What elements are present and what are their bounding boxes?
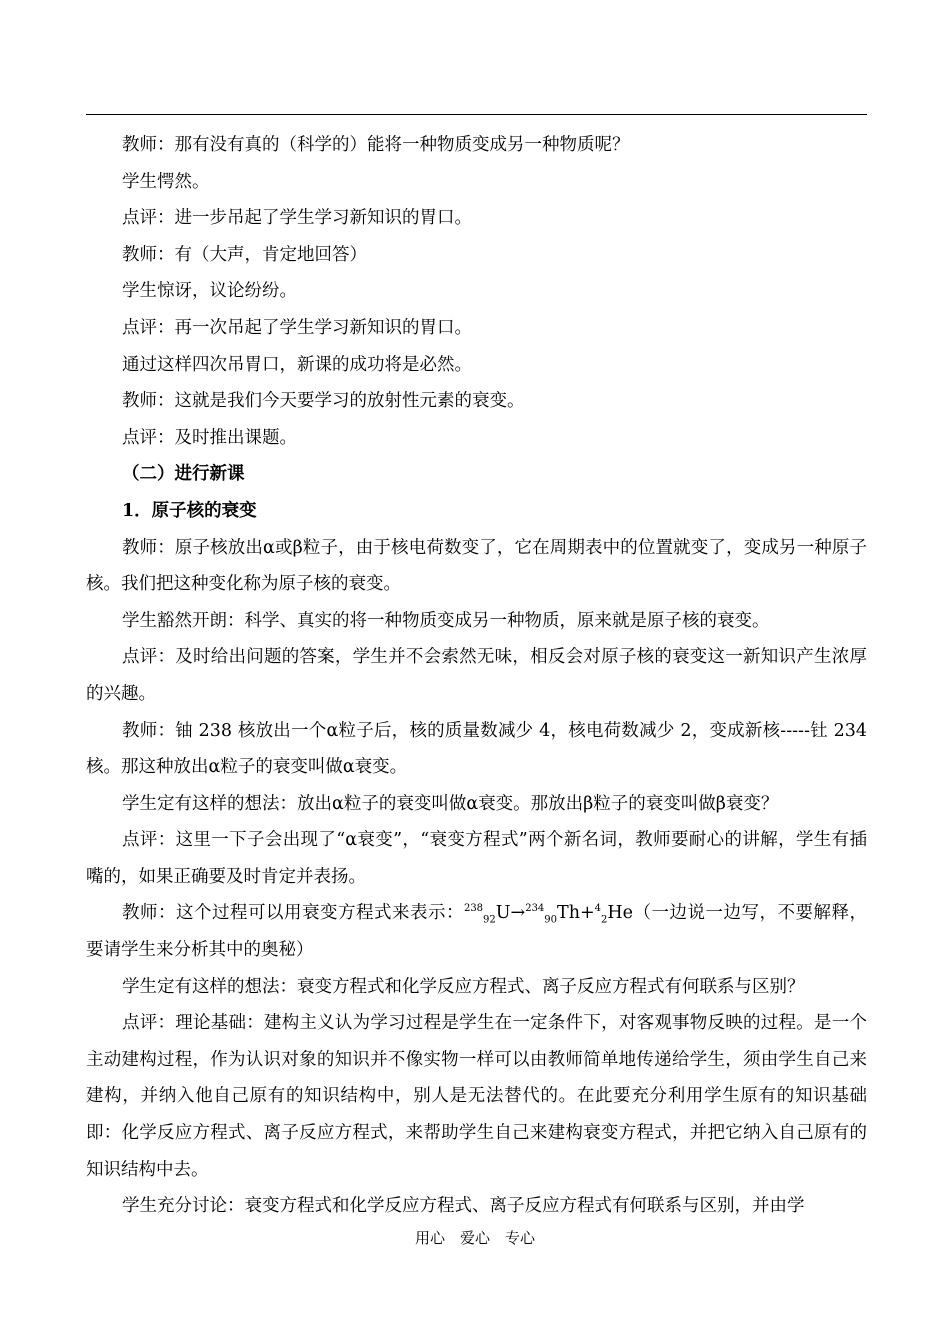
th-mass-number: 234 <box>525 903 545 915</box>
paragraph: 学生豁然开朗：科学、真实的将一种物质变成另一种物质，原来就是原子核的衰变。 <box>122 610 770 631</box>
paragraph: 学生定有这样的想法：衰变方程式和化学反应方程式、离子反应方程式有何联系与区别？ <box>122 976 805 997</box>
paragraph: 点评：理论基础：建构主义认为学习过程是学生在一定条件下，对客观事物反映的过程。是一个主动建构过程，作为认识对象的知识并不像实物一样可以由教师简单地传递给学生，须由学生自己来建构，并纳入他自己原有的知识结构中，别人是无法替代的。在此要充分利用学生原有的知识基础即：化学反应方程式、离子反应方程式，来帮助学生自己来建构衰变方程式，并把它纳入自己原有的知识结构中去。 <box>86 1013 867 1180</box>
paragraph-group-before <box>86 127 867 895</box>
document-body <box>86 127 867 1225</box>
paragraph: 学生惊讶，议论纷纷。 <box>122 281 297 302</box>
section-heading: 1．原子核的衰变 <box>122 500 257 521</box>
he-mass-number: 4 <box>594 903 602 915</box>
paragraph: 点评：进一步吊起了学生学习新知识的胃口。 <box>122 208 472 229</box>
paragraph: 教师：原子核放出α或β粒子，由于核电荷数变了，它在周期表中的位置就变了，变成另一种原子核。我们把这种变化称为原子核的衰变。 <box>86 537 867 595</box>
paragraph: 学生愕然。 <box>122 171 210 192</box>
equation-suffix: （一边说一边写，不要解释，要请学生来分析其中的奥秘） <box>86 903 867 961</box>
page-footer: 用心 爱心 专心 <box>414 1229 535 1247</box>
equation-prefix: 教师：这个过程可以用衰变方程式来表示： <box>122 903 464 924</box>
plus-sign: + <box>579 903 595 924</box>
u-symbol: U <box>495 903 511 924</box>
th-symbol: Th <box>557 903 580 924</box>
section-heading: （二）进行新课 <box>122 464 245 485</box>
reaction-arrow: → <box>510 903 526 924</box>
u-charge-number: 92 <box>483 914 496 926</box>
th-charge-number: 90 <box>544 914 558 926</box>
header-rule <box>86 114 867 115</box>
paragraph: 学生定有这样的想法：放出α粒子的衰变叫做α衰变。那放出β粒子的衰变叫做β衰变？ <box>122 793 779 814</box>
u-mass-number: 238 <box>463 903 484 915</box>
paragraph: 学生充分讨论：衰变方程式和化学反应方程式、离子反应方程式有何联系与区别，并由学 <box>122 1196 805 1217</box>
paragraph: 教师：这就是我们今天要学习的放射性元素的衰变。 <box>122 391 525 412</box>
paragraph: 教师：那有没有真的（科学的）能将一种物质变成另一种物质呢？ <box>122 135 630 155</box>
paragraph: 点评：这里一下子会出现了“α衰变”，“衰变方程式”两个新名词，教师要耐心的讲解，学生有插嘴的，如果正确要及时肯定并表扬。 <box>86 830 867 887</box>
paragraph: 通过这样四次吊胃口，新课的成功将是必然。 <box>122 354 472 375</box>
paragraph: 教师：有（大声，肯定地回答） <box>122 244 367 265</box>
paragraph: 点评：再一次吊起了学生学习新知识的胃口。 <box>122 317 472 338</box>
paragraph: 点评：及时给出问题的答案，学生并不会索然无味，相反会对原子核的衰变这一新知识产生浓厚的兴趣。 <box>86 647 867 704</box>
paragraph: 教师：铀 238 核放出一个α粒子后，核的质量数减少 4，核电荷数减少 2，变成新核-----钍 234 核。那这种放出α粒子的衰变叫做α衰变。 <box>86 720 867 778</box>
equation-paragraph <box>86 895 867 968</box>
paragraph-group-after <box>86 969 867 1225</box>
he-charge-number: 2 <box>601 914 608 926</box>
he-symbol: He <box>607 903 634 924</box>
paragraph: 点评：及时推出课题。 <box>122 427 297 448</box>
